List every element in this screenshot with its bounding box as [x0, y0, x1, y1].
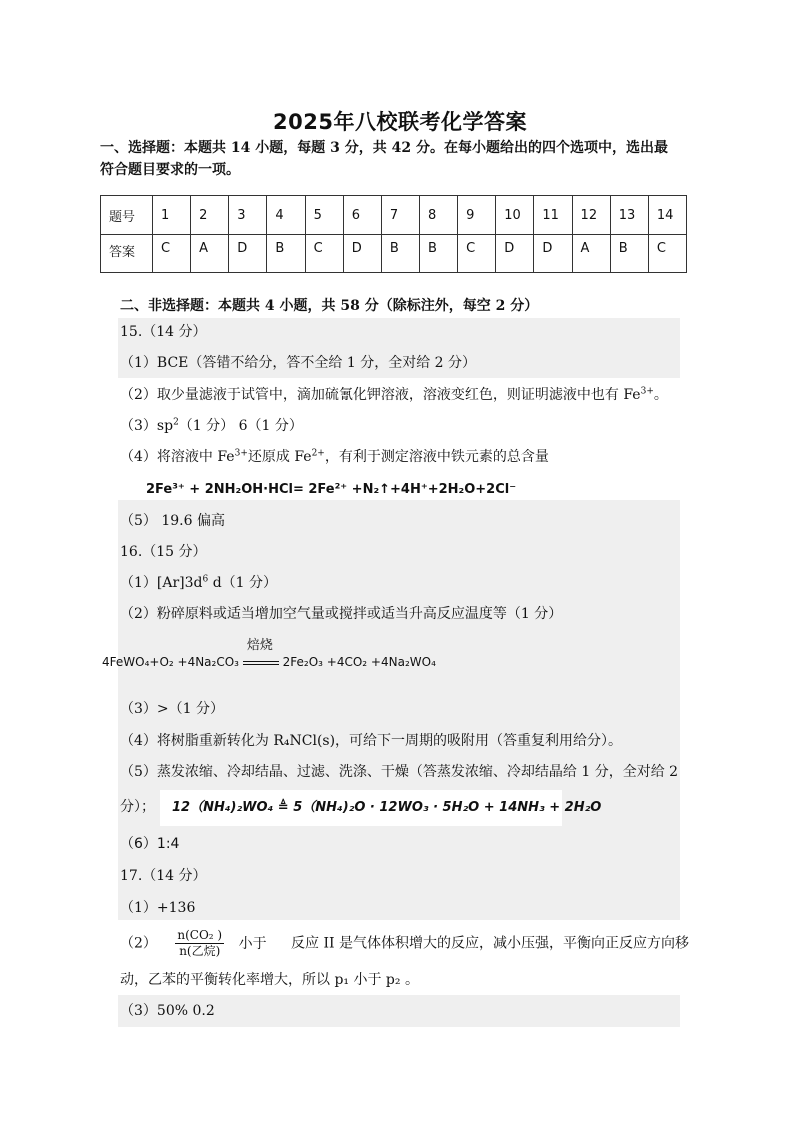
table-cell-answer: D: [229, 235, 267, 273]
table-cell-answer: A: [191, 235, 229, 273]
table-cell-number: 1: [153, 196, 191, 235]
table-cell-number: 8: [419, 196, 457, 235]
table-cell-number: 14: [648, 196, 686, 235]
q17-answer-1: （1）+136: [120, 900, 196, 916]
q15-answer-2: （2）取少量滤液于试管中，滴加硫氰化钾溶液，溶液变红色，则证明滤液中也有 $Fe^{3+}$。: [120, 386, 668, 403]
table-label-answer: 答案: [101, 235, 153, 273]
q16-header: 16.（15 分）: [120, 544, 207, 560]
table-label-question: 题号: [101, 196, 153, 235]
section1-heading-line1: 一、选择题：本题共 14 小题，每题 3 分，共 42 分。在每小题给出的四个选项中，选出最: [100, 140, 668, 156]
q16-answer-3: （3）>（1 分）: [120, 701, 224, 717]
table-cell-number: 5: [305, 196, 343, 235]
answer-table-number-row: [101, 196, 687, 235]
q15-answer-3: $(3)sp^2(1$ 分） 6（1 分）: [120, 417, 303, 434]
table-cell-number: 3: [229, 196, 267, 235]
table-cell-answer: C: [458, 235, 496, 273]
table-cell-number: 4: [267, 196, 305, 235]
q16-answer-6: （6）1:4: [120, 836, 180, 852]
eq-condition: 焙烧: [246, 638, 273, 653]
q17-header: 17.（14 分）: [120, 868, 207, 884]
table-cell-answer: C: [153, 235, 191, 273]
q17-answer-2: （2） $\frac{\text{n(CO₂ )}}{\text{n(乙烷)}}$ 小于 反应 II 是气体体积增大的反应，减小压强，平衡向正反应方向移: [120, 928, 689, 958]
q15-equation: 2Fe³⁺ + 2NH₂OH·HCl= 2Fe²⁺ +N₂↑+4H⁺+2H₂O+2Cl⁻: [146, 482, 517, 497]
table-cell-number: 11: [534, 196, 572, 235]
table-cell-answer: A: [572, 235, 610, 273]
table-cell-answer: B: [381, 235, 419, 273]
q16-equation-1: [102, 638, 436, 672]
q16-answer-5-line1: （5）蒸发浓缩、冷却结晶、过滤、洗涤、干燥（答蒸发浓缩、冷却结晶给 1 分，全对给 2: [120, 764, 679, 780]
fraction-denominator: n(乙烷): [179, 944, 221, 958]
section2-heading: 二、非选择题：本题共 4 小题，共 58 分（除标注外，每空 2 分）: [120, 298, 539, 314]
eq-left: 4FeWO₄+O₂ +4Na₂CO₃: [102, 655, 239, 669]
table-cell-answer: C: [305, 235, 343, 273]
table-cell-answer: C: [648, 235, 686, 273]
q17-answer-2-line2: 动，乙苯的平衡转化率增大，所以 p₁ 小于 p₂ 。: [120, 972, 419, 988]
table-cell-number: 6: [343, 196, 381, 235]
table-cell-number: 12: [572, 196, 610, 235]
table-cell-number: 9: [458, 196, 496, 235]
table-cell-number: 10: [496, 196, 534, 235]
ratio-fraction: [175, 928, 224, 959]
table-cell-answer: B: [267, 235, 305, 273]
answer-table-answer-row: [101, 235, 687, 273]
section1-heading-line2: 符合题目要求的一项。: [100, 162, 240, 178]
answer-table: [100, 195, 687, 273]
table-cell-number: 2: [191, 196, 229, 235]
q15-header: 15.（14 分）: [120, 324, 207, 340]
table-cell-answer: D: [496, 235, 534, 273]
table-cell-answer: D: [343, 235, 381, 273]
q16-answer-2: （2）粉碎原料或适当增加空气量或搅拌或适当升高反应温度等（1 分）: [120, 606, 563, 622]
q15-answer-5: （5） 19.6 偏高: [120, 513, 225, 529]
q15-answer-1: （1）BCE（答错不给分，答不全给 1 分，全对给 2 分）: [120, 355, 477, 371]
q16-answer-4: （4）将树脂重新转化为 R₄NCl(s)，可给下一周期的吸附用（答重复利用给分）。: [120, 733, 623, 749]
table-cell-answer: B: [419, 235, 457, 273]
page-title: 2025年八校联考化学答案: [273, 110, 527, 134]
table-cell-number: 7: [381, 196, 419, 235]
eq-right: 2Fe₂O₃ +4CO₂ +4Na₂WO₄: [282, 655, 436, 669]
table-cell-answer: D: [534, 235, 572, 273]
eq-arrow: [243, 638, 279, 672]
q16-answer-1: $(1)[Ar]3d^6$ d（1 分）: [120, 574, 278, 591]
q16-equation-2: 12（NH₄)₂WO₄ ≜ 5（NH₄)₂O · 12WO₃ · 5H₂O + 14NH₃ + 2H₂O: [172, 800, 602, 815]
q16-answer-5-line2: 分）；: [120, 799, 155, 815]
table-cell-number: 13: [610, 196, 648, 235]
table-cell-answer: B: [610, 235, 648, 273]
fraction-numerator: n(CO₂ ): [177, 928, 223, 942]
q17-answer-3: （3）50% 0.2: [120, 1003, 215, 1019]
q15-answer-4: （4）将溶液中 $Fe^{3+}$还原成 $Fe^{2+}$，有利于测定溶液中铁元素的总含量: [120, 448, 549, 465]
